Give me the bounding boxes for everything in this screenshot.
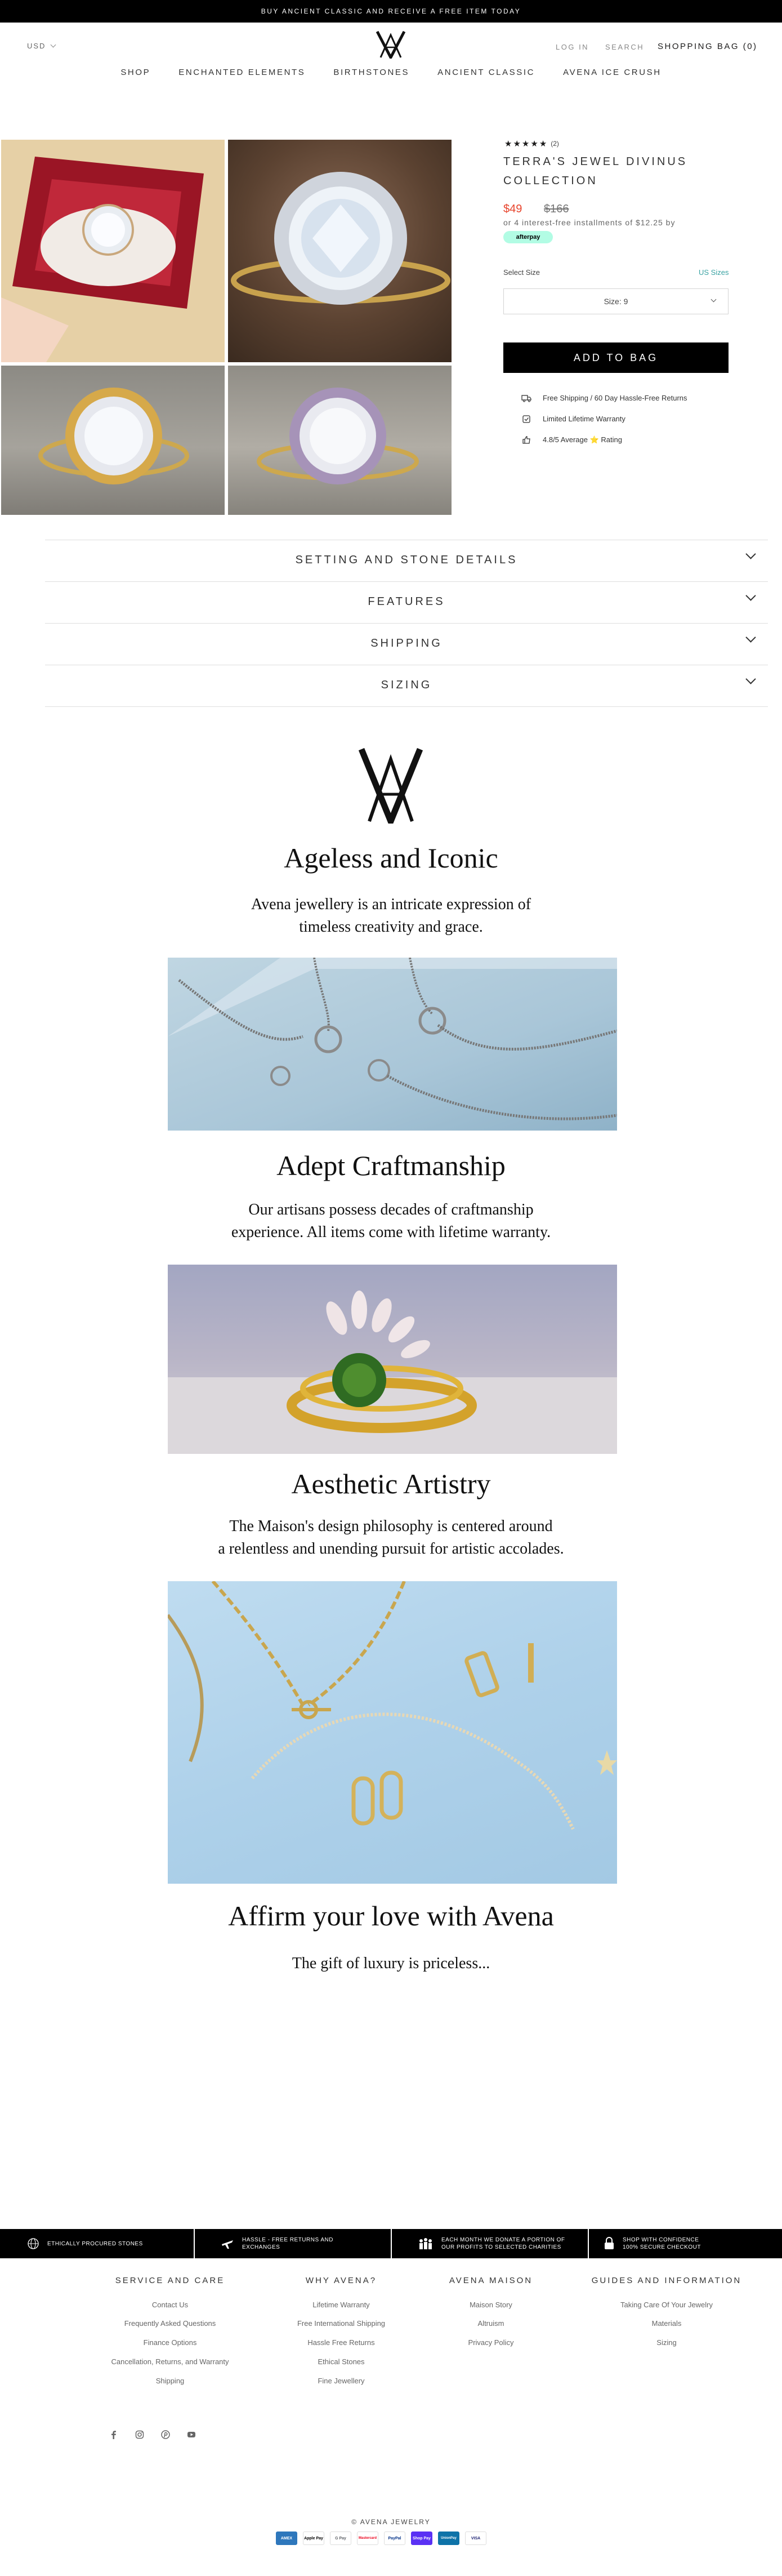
story-text-ageless-2: timeless creativity and grace. <box>299 918 483 936</box>
accordion-label: SHIPPING <box>370 637 443 649</box>
story-image-necklaces <box>168 958 617 1131</box>
google-pay-icon: G Pay <box>330 2531 351 2545</box>
footer-link-contact[interactable]: Contact Us <box>151 2301 189 2309</box>
nav-item-shop[interactable]: SHOP <box>120 68 151 77</box>
product-image-ring-angle[interactable] <box>228 366 452 515</box>
accordion-label: SIZING <box>381 679 432 691</box>
original-price: $166 <box>544 203 569 215</box>
value-item-label: OUR PROFITS TO SELECTED CHARITIES <box>441 2244 561 2250</box>
main-nav <box>0 68 782 77</box>
globe-icon <box>27 2237 39 2250</box>
instagram-icon[interactable] <box>135 2430 144 2439</box>
currency-label: USD <box>27 42 46 50</box>
footer-link-materials[interactable]: Materials <box>651 2319 682 2328</box>
lock-icon <box>604 2237 615 2250</box>
size-select-value: Size: 9 <box>604 297 628 306</box>
thumbs-up-icon <box>521 436 531 444</box>
footer-link-returns[interactable]: Hassle Free Returns <box>307 2338 375 2347</box>
sale-price: $49 <box>503 203 522 215</box>
perk-warranty-text: Limited Lifetime Warranty <box>543 415 625 423</box>
size-select[interactable] <box>503 288 729 314</box>
size-label: Select Size <box>503 268 540 277</box>
story-text-artistry-1: The Maison's design philosophy is centered around <box>229 1518 553 1535</box>
footer-link-altruism[interactable]: Altruism <box>477 2319 504 2328</box>
value-item-label: 100% SECURE CHECKOUT <box>623 2244 701 2250</box>
value-item-charity <box>418 2229 565 2258</box>
divider <box>588 2229 589 2258</box>
search-link[interactable]: SEARCH <box>605 43 645 51</box>
size-guide-link[interactable]: US Sizes <box>699 268 729 277</box>
chevron-down-icon <box>51 42 56 48</box>
story-title-ageless: Ageless and Iconic <box>284 842 498 874</box>
footer-link-warranty[interactable]: Lifetime Warranty <box>312 2301 370 2309</box>
product-rating[interactable] <box>504 139 559 149</box>
product-image-ring-closeup[interactable] <box>228 140 452 362</box>
login-link[interactable]: LOG IN <box>556 43 589 51</box>
footer-link-care[interactable]: Taking Care Of Your Jewelry <box>620 2301 713 2309</box>
accordion-label: FEATURES <box>368 595 445 608</box>
nav-item-ancient-classic[interactable]: ANCIENT CLASSIC <box>437 68 535 77</box>
footer-link-cancellation[interactable]: Cancellation, Returns, and Warranty <box>111 2357 229 2366</box>
afterpay-text: or 4 interest-free installments of $12.25 by <box>503 218 676 227</box>
avena-logo-large <box>358 747 423 824</box>
announcement-text: BUY ANCIENT CLASSIC AND RECEIVE A FREE ITEM TODAY <box>261 7 521 15</box>
shop-pay-icon: Shop Pay <box>411 2531 432 2545</box>
youtube-icon[interactable] <box>187 2430 196 2439</box>
footer-title-why: WHY AVENA? <box>305 2276 377 2285</box>
apple-pay-icon: Apple Pay <box>303 2531 324 2545</box>
story-image-emerald-rings <box>168 1265 617 1454</box>
add-to-bag-button[interactable]: ADD TO BAG <box>503 342 729 373</box>
announcement-bar <box>0 0 782 23</box>
product-image-ring-box[interactable] <box>1 140 225 362</box>
story-image-gold-jewelry <box>168 1581 617 1884</box>
value-item-label: HASSLE - FREE RETURNS AND <box>242 2237 333 2243</box>
avena-logo[interactable] <box>375 30 406 59</box>
star-icon: ★ <box>521 139 530 149</box>
site-header <box>0 23 782 90</box>
value-item-secure <box>604 2229 701 2258</box>
star-icon: ★ <box>513 139 521 149</box>
value-item-label: EXCHANGES <box>242 2244 280 2250</box>
accordion-setting-and-stone-details[interactable] <box>45 540 768 581</box>
shopping-bag-link[interactable]: SHOPPING BAG (0) <box>658 42 758 51</box>
story-text-affirm: The gift of luxury is priceless... <box>292 1955 490 1972</box>
amex-icon: AMEX <box>276 2531 297 2545</box>
accordion-label: SETTING AND STONE DETAILS <box>295 554 518 566</box>
footer-link-story[interactable]: Maison Story <box>470 2301 512 2309</box>
unionpay-icon: UnionPay <box>438 2531 459 2545</box>
value-proposition-bar <box>0 2229 782 2258</box>
star-icon: ★ <box>504 139 512 149</box>
story-text-artistry-2: a relentless and unending pursuit for artistic accolades. <box>218 1540 564 1558</box>
star-icon: ★ <box>530 139 538 149</box>
currency-selector[interactable] <box>27 42 55 50</box>
footer-title-guides: GUIDES AND INFORMATION <box>591 2276 742 2285</box>
story-title-affirm: Affirm your love with Avena <box>228 1900 554 1932</box>
afterpay-logo[interactable]: afterpay <box>503 231 553 243</box>
product-title: TERRA'S JEWEL DIVINUS COLLECTION <box>503 155 688 187</box>
star-icon: ★ <box>539 139 547 149</box>
footer-link-finance[interactable]: Finance Options <box>143 2338 197 2347</box>
footer-link-ethical[interactable]: Ethical Stones <box>318 2357 365 2366</box>
footer-link-free-shipping[interactable]: Free International Shipping <box>297 2319 386 2328</box>
accordion-sizing[interactable] <box>45 665 768 706</box>
value-item-ethical <box>27 2229 143 2258</box>
divider <box>391 2229 392 2258</box>
visa-icon: VISA <box>465 2531 486 2545</box>
charity-icon <box>418 2237 434 2250</box>
accordion-features[interactable] <box>45 581 768 623</box>
facebook-icon[interactable] <box>109 2430 118 2439</box>
accordion-divider <box>45 706 768 707</box>
copyright: © AVENA JEWELRY <box>351 2518 431 2526</box>
story-title-craftmanship: Adept Craftmanship <box>276 1150 506 1181</box>
footer-link-fine-jewellery[interactable]: Fine Jewellery <box>318 2377 365 2385</box>
footer-link-sizing[interactable]: Sizing <box>656 2338 677 2347</box>
value-item-label: SHOP WITH CONFIDENCE <box>623 2237 699 2243</box>
footer-link-shipping[interactable]: Shipping <box>155 2377 185 2385</box>
story-title-artistry: Aesthetic Artistry <box>291 1468 491 1500</box>
plane-icon <box>221 2237 234 2250</box>
nav-item-birthstones[interactable]: BIRTHSTONES <box>333 68 410 77</box>
value-item-label: EACH MONTH WE DONATE A PORTION OF <box>441 2237 565 2243</box>
story-text-craftmanship-1: Our artisans possess decades of craftmanship <box>248 1201 534 1218</box>
value-item-returns <box>221 2229 333 2258</box>
footer-link-privacy[interactable]: Privacy Policy <box>468 2338 514 2347</box>
perk-shipping-text: Free Shipping / 60 Day Hassle-Free Returns <box>543 394 687 402</box>
pinterest-icon[interactable] <box>161 2430 170 2439</box>
truck-icon <box>521 394 531 402</box>
footer-title-service: SERVICE AND CARE <box>115 2276 225 2285</box>
mastercard-icon: Mastercard <box>357 2531 378 2545</box>
story-text-craftmanship-2: experience. All items come with lifetime warranty. <box>231 1224 551 1241</box>
footer-title-maison: AVENA MAISON <box>449 2276 533 2285</box>
nav-item-avena-ice-crush[interactable]: AVENA ICE CRUSH <box>563 68 662 77</box>
value-item-label: ETHICALLY PROCURED STONES <box>47 2240 143 2247</box>
chevron-down-icon <box>711 297 717 302</box>
product-image-ring-top[interactable] <box>1 366 225 515</box>
accordion-shipping[interactable] <box>45 623 768 665</box>
rating-count: (2) <box>551 140 559 148</box>
divider <box>194 2229 195 2258</box>
nav-item-enchanted-elements[interactable]: ENCHANTED ELEMENTS <box>178 68 306 77</box>
story-text-ageless-1: Avena jewellery is an intricate expression of <box>251 896 531 913</box>
shield-icon <box>521 415 531 423</box>
perk-rating-text: 4.8/5 Average ⭐ Rating <box>543 435 622 444</box>
paypal-icon: PayPal <box>384 2531 405 2545</box>
footer-link-faq[interactable]: Frequently Asked Questions <box>124 2319 216 2328</box>
